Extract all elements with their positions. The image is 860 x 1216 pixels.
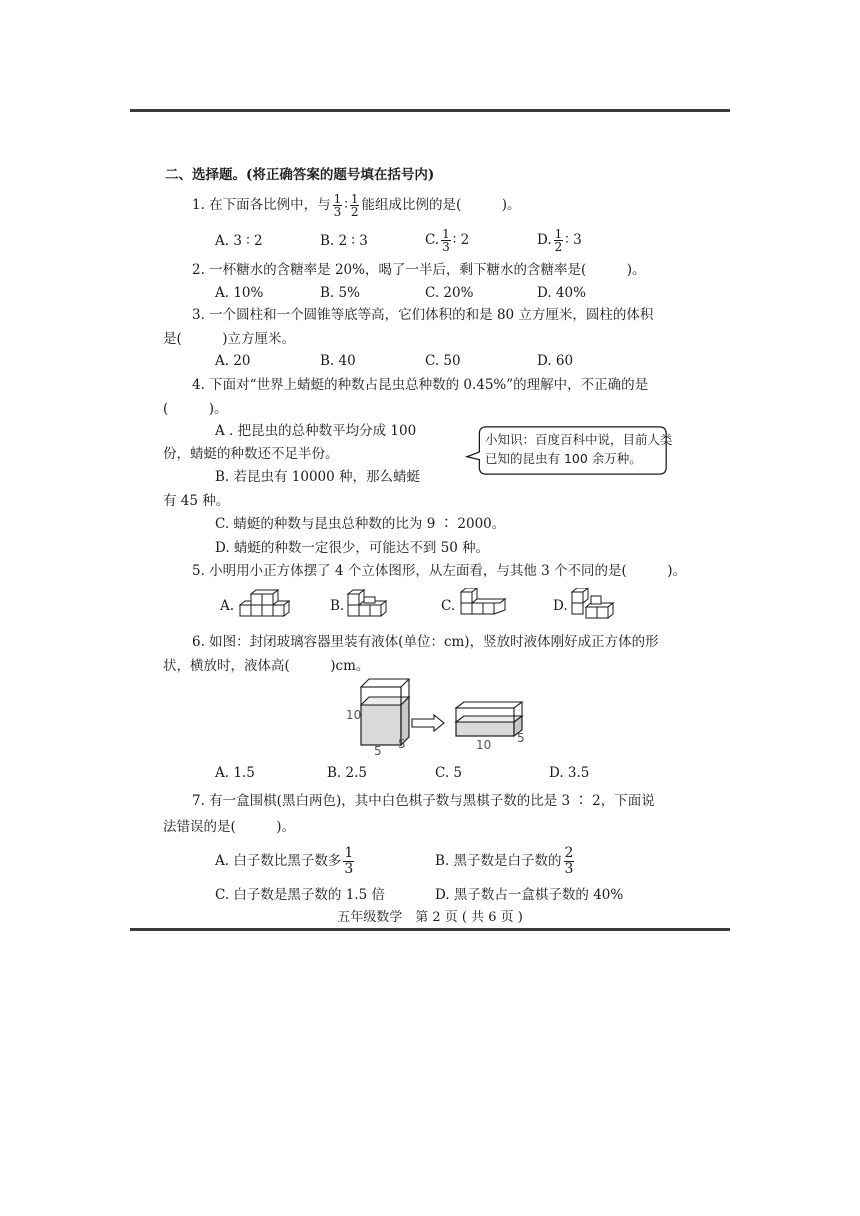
q1-colon: ∶	[344, 197, 348, 213]
q3-option-c[interactable]: C. 50	[425, 353, 461, 369]
q3-option-b[interactable]: B. 40	[320, 353, 356, 369]
question-4-stem-line1: 4. 下面对“世界上蜻蜓的种数占昆虫总种数的 0.45%”的理解中，不正确的是	[192, 377, 649, 393]
q2-option-b[interactable]: B. 5%	[320, 285, 360, 301]
q1-option-a[interactable]: A. 3 ∶ 2	[215, 233, 263, 249]
tip-line-2: 已知的昆虫有 100 余万种。	[485, 451, 642, 466]
q1-option-b[interactable]: B. 2 ∶ 3	[320, 233, 368, 249]
q5-option-c-label[interactable]: C.	[441, 598, 456, 614]
question-6-stem-line1: 6. 如图：封闭玻璃容器里装有液体(单位：cm)，竖放时液体刚好成正方体的形	[192, 634, 659, 650]
question-4-stem-line2: ( )。	[163, 401, 228, 417]
q6-label-depth-2: 5	[517, 731, 525, 745]
q6-option-c[interactable]: C. 5	[435, 765, 463, 781]
q4-option-b-line1[interactable]: B. 若昆虫有 10000 种，那么蜻蜓	[215, 469, 421, 485]
question-3-stem-line1: 3. 一个圆柱和一个圆锥等底等高，它们体积的和是 80 立方厘米，圆柱的体积	[192, 307, 654, 323]
q5-figure-b[interactable]	[345, 588, 395, 620]
question-2-stem: 2. 一杯糖水的含糖率是 20%，喝了一半后，剩下糖水的含糖率是( )。	[192, 262, 646, 278]
q7-option-a-text: A. 白子数比黑子数多	[215, 853, 342, 869]
q6-label-length: 10	[476, 738, 492, 752]
question-7-stem-line2: 法错误的是( )。	[163, 819, 296, 835]
q2-option-d[interactable]: D. 40%	[537, 285, 586, 301]
arrow-icon	[410, 714, 446, 732]
q5-option-a-label[interactable]: A.	[220, 598, 235, 614]
q7-option-b[interactable]	[435, 846, 576, 877]
q6-label-depth: 5	[398, 737, 406, 751]
q5-option-b-label[interactable]: B.	[330, 598, 345, 614]
question-1-stem	[192, 193, 521, 218]
q5-figure-c[interactable]	[458, 588, 510, 620]
q1-option-c[interactable]: C. $\frac{1}{3}$ ∶ 2	[425, 227, 470, 254]
q5-option-d-label[interactable]: D.	[553, 598, 568, 614]
question-5-stem: 5. 小明用小正方体摆了 4 个立体图形，从左面看，与其他 3 个不同的是( )。	[192, 563, 687, 579]
bottom-rule	[130, 928, 730, 931]
q1-stem-prefix: 1. 在下面各比例中，与	[192, 197, 331, 213]
q6-option-d[interactable]: D. 3.5	[549, 765, 590, 781]
q2-option-c[interactable]: C. 20%	[425, 285, 474, 301]
page-footer: 五年级数学 第 2 页 ( 共 6 页 )	[337, 910, 523, 925]
q3-option-a[interactable]: A. 20	[215, 353, 251, 369]
q7-option-a-fraction: $\frac{1}{3}$	[344, 845, 354, 877]
q2-option-a[interactable]: A. 10%	[215, 285, 264, 301]
q6-upright-container	[355, 675, 415, 753]
top-rule	[130, 109, 730, 112]
question-7-stem-line1: 7. 有一盒围棋(黑白两色)，其中白色棋子数与黑棋子数的比是 3 ∶ 2，下面说	[192, 793, 655, 809]
question-3-stem-line2: 是( )立方厘米。	[163, 331, 296, 347]
q4-option-a-line2: 份，蜻蜓的种数还不足半份。	[163, 446, 339, 462]
q3-option-d[interactable]: D. 60	[537, 353, 574, 369]
q6-option-b[interactable]: B. 2.5	[327, 765, 367, 781]
q7-option-d[interactable]: D. 黑子数占一盒棋子数的 40%	[435, 887, 624, 903]
q4-option-a-line1[interactable]: A . 把昆虫的总种数平均分成 100	[215, 423, 417, 439]
q6-label-width: 5	[374, 744, 382, 758]
q6-horizontal-container	[452, 696, 524, 742]
q1-option-d-fraction: $\frac{1}{2}$	[554, 227, 563, 254]
q6-label-height: 10	[346, 708, 362, 722]
q1-fraction-2: $\frac{1}{2}$	[350, 192, 359, 219]
q5-figure-d[interactable]	[569, 588, 617, 622]
q4-option-c[interactable]: C. 蜻蜓的种数与昆虫总种数的比为 9 ∶ 2000。	[215, 516, 506, 532]
q1-fraction-1: $\frac{1}{3}$	[333, 192, 342, 219]
q1-option-c-fraction: $\frac{1}{3}$	[442, 227, 450, 254]
q4-option-d[interactable]: D. 蜻蜓的种数一定很少，可能达不到 50 种。	[215, 540, 490, 556]
tip-line-1: 小知识：百度百科中说，目前人类	[485, 432, 673, 447]
tip-text	[485, 430, 673, 468]
q4-option-b-line2: 有 45 种。	[163, 493, 230, 509]
q1-stem-suffix: 能组成比例的是( )。	[361, 197, 521, 213]
q6-option-a[interactable]: A. 1.5	[215, 765, 255, 781]
section-title: 二、选择题。(将正确答案的题号填在括号内)	[165, 167, 435, 183]
q7-option-b-text: B. 黑子数是白子数的	[435, 853, 562, 869]
q1-option-d[interactable]: D. $\frac{1}{2}$ ∶ 3	[537, 227, 582, 254]
q5-figure-a[interactable]	[237, 588, 293, 620]
q7-option-a[interactable]	[215, 846, 356, 877]
question-6-stem-line2: 状，横放时，液体高( )cm。	[163, 658, 370, 674]
q7-option-c[interactable]: C. 白子数是黑子数的 1.5 倍	[215, 887, 385, 903]
q7-option-b-fraction: $\frac{2}{3}$	[564, 845, 574, 877]
